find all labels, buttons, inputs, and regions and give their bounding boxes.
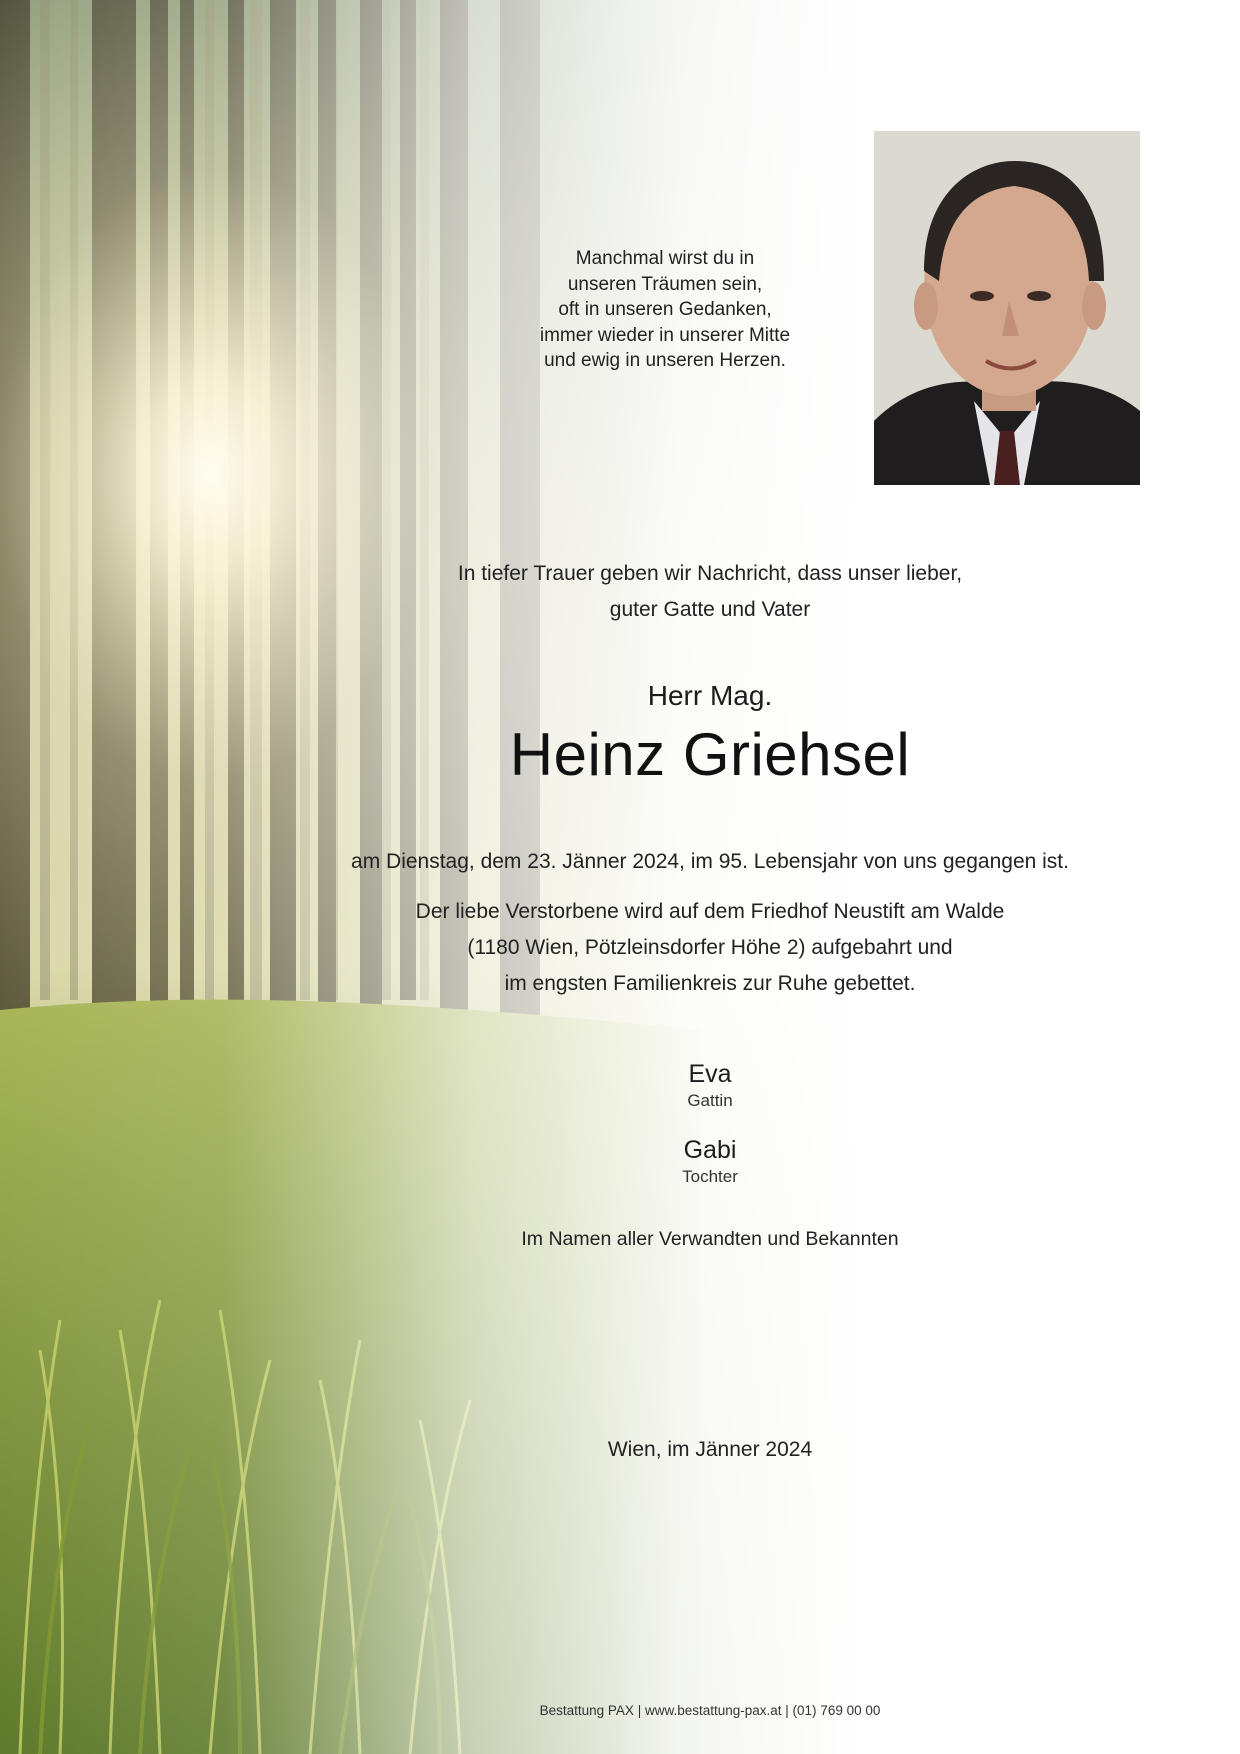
quote-line: unseren Träumen sein, xyxy=(567,273,763,295)
deceased-name: Heinz Griehsel xyxy=(509,721,911,788)
footer-website[interactable]: www.bestattung-pax.at xyxy=(644,1703,782,1718)
quote-line: Manchmal wirst du in xyxy=(575,248,755,269)
burial-line-1: Der liebe Verstorbene wird auf dem Friedhof Neustift am Walde xyxy=(415,900,1005,923)
footer-phone: (01) 769 00 00 xyxy=(792,1703,881,1718)
mourner-name: Eva xyxy=(688,1060,732,1088)
death-info: am Dienstag, dem 23. Jänner 2024, im 95. Lebensjahr von uns gegangen ist. xyxy=(351,850,1069,873)
mourner xyxy=(290,1060,1130,1111)
announcement-line-1: In tiefer Trauer geben wir Nachricht, dass unser lieber, xyxy=(457,562,963,585)
footer-separator: | xyxy=(781,1703,793,1718)
announcement-line-2: guter Gatte und Vater xyxy=(609,598,811,621)
mourner-role: Gattin xyxy=(687,1091,733,1110)
burial-line-3: im engsten Familienkreis zur Ruhe gebettet. xyxy=(504,972,916,995)
portrait-photo xyxy=(874,131,1140,485)
quote-line: immer wieder in unserer Mitte xyxy=(539,324,791,346)
memorial-quote xyxy=(480,246,850,374)
mourner-role: Tochter xyxy=(682,1167,738,1186)
burial-info xyxy=(290,894,1130,1002)
deceased-prefix: Herr Mag. xyxy=(647,680,773,711)
footer-separator: | xyxy=(633,1703,645,1718)
quote-line: und ewig in unseren Herzen. xyxy=(544,350,786,371)
announcement-text xyxy=(290,556,1130,628)
quote-line: oft in unseren Gedanken, xyxy=(558,299,772,320)
footer-company: Bestattung PAX xyxy=(539,1703,634,1718)
place-date: Wien, im Jänner 2024 xyxy=(607,1438,813,1461)
mourner xyxy=(290,1136,1130,1187)
mourner-name: Gabi xyxy=(683,1136,737,1164)
relatives-line: Im Namen aller Verwandten und Bekannten xyxy=(521,1228,899,1250)
burial-line-2: (1180 Wien, Pötzleinsdorfer Höhe 2) aufgebahrt und xyxy=(467,936,953,959)
footer xyxy=(0,1703,1240,1718)
